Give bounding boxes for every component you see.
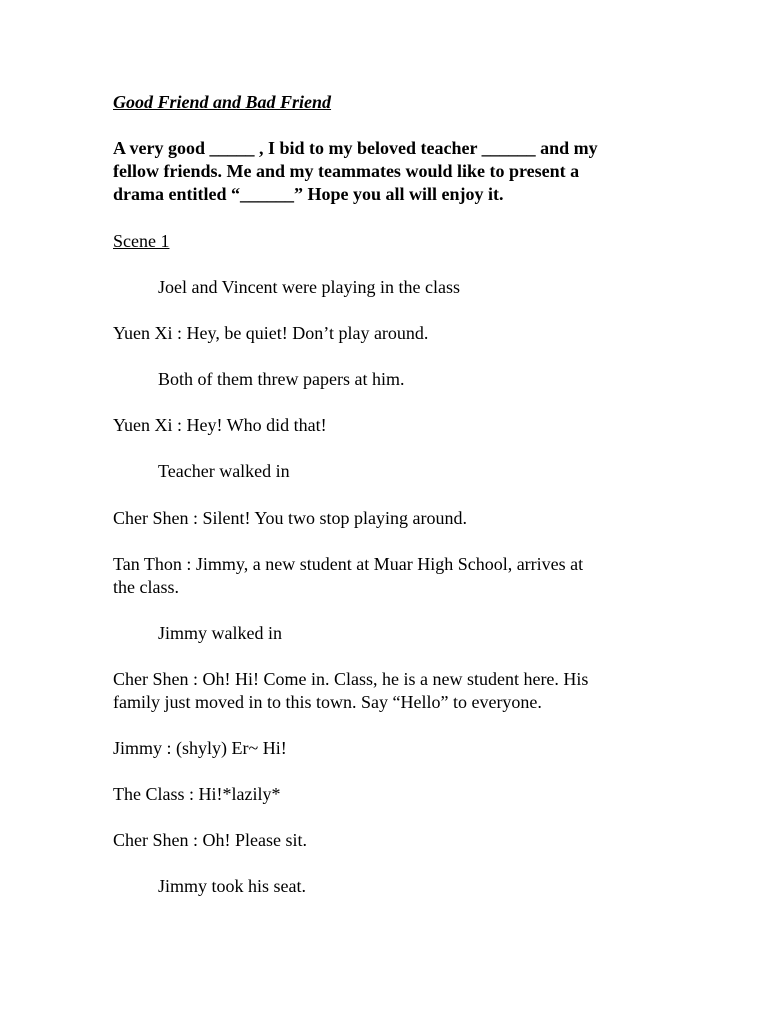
stage-direction: Both of them threw papers at him. [158, 369, 405, 389]
dialogue-line: Yuen Xi : Hey! Who did that! [113, 415, 327, 435]
stage-direction: Jimmy walked in [158, 623, 282, 643]
intro-line-1: A very good _____ , I bid to my beloved teacher ______ and my [113, 138, 598, 158]
dialogue-line-continued: the class. [113, 577, 179, 597]
dialogue-line: Yuen Xi : Hey, be quiet! Don’t play around. [113, 323, 429, 343]
dialogue-line: Cher Shen : Oh! Please sit. [113, 830, 307, 850]
stage-direction: Jimmy took his seat. [158, 876, 306, 896]
intro-line-3: drama entitled “______” Hope you all will enjoy it. [113, 184, 504, 204]
document-title: Good Friend and Bad Friend [113, 92, 332, 112]
dialogue-line: Jimmy : (shyly) Er~ Hi! [113, 738, 287, 758]
dialogue-line: Cher Shen : Oh! Hi! Come in. Class, he is a new student here. His [113, 669, 589, 689]
dialogue-line: Tan Thon : Jimmy, a new student at Muar High School, arrives at [113, 554, 584, 574]
dialogue-line: The Class : Hi!*lazily* [113, 784, 281, 804]
stage-direction: Joel and Vincent were playing in the class [158, 277, 461, 297]
scene-heading: Scene 1 [113, 231, 170, 251]
stage-direction: Teacher walked in [158, 461, 290, 481]
dialogue-line-continued: family just moved in to this town. Say “Hello” to everyone. [113, 692, 542, 712]
dialogue-line: Cher Shen : Silent! You two stop playing around. [113, 508, 467, 528]
intro-line-2: fellow friends. Me and my teammates would like to present a [113, 161, 580, 181]
